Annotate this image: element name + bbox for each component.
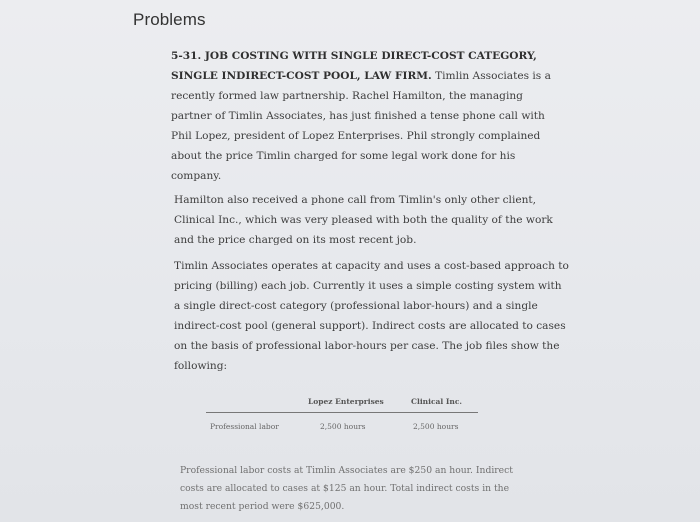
paragraph-line: on the basis of professional labor-hours per case. The job files show the [174,340,560,352]
paragraph-line: most recent period were $625,000. [180,501,345,512]
paragraph-line: Hamilton also received a phone call from Timlin's only other client, [174,194,537,206]
row-label: Professional labor [210,422,279,431]
intro-line: partner of Timlin Associates, has just finished a tense phone call with [171,110,545,122]
cell-clinical-hours: 2,500 hours [413,422,459,431]
second-paragraph [174,190,553,250]
paragraph-line: costs are allocated to cases at $125 an hour. Total indirect costs in the [180,483,510,494]
problem-title-line-2 [171,66,551,86]
paragraph-line: and the price charged on its most recent job. [174,234,417,246]
paragraph-line: Clinical Inc., which was very pleased with both the quality of the work [174,214,553,226]
paragraph-line: a single direct-cost category (professional labor-hours) and a single [174,300,538,312]
paragraph-line: pricing (billing) each job. Currently it uses a simple costing system with [174,280,562,292]
table-divider [206,412,478,413]
cell-lopez-hours: 2,500 hours [320,422,366,431]
problem-intro-paragraph [171,46,551,186]
problem-title-line-1: 5-31. JOB COSTING WITH SINGLE DIRECT-COST CATEGORY, [171,50,537,62]
paragraph-line: indirect-cost pool (general support). Indirect costs are allocated to cases [174,320,566,332]
intro-line: Phil Lopez, president of Lopez Enterprises. Phil strongly complained [171,130,541,142]
section-heading: Problems [133,10,206,29]
intro-line: company. [171,170,222,182]
paragraph-line: following: [174,360,228,372]
intro-line: about the price Timlin charged for some legal work done for his [171,150,516,162]
intro-text-start: Timlin Associates is a [431,70,551,82]
problem-title-line-2-bold: SINGLE INDIRECT-COST POOL, LAW FIRM. [171,70,432,82]
paragraph-line: Professional labor costs at Timlin Associates are $250 an hour. Indirect [180,465,513,476]
column-header-lopez: Lopez Enterprises [308,397,384,406]
job-files-table [180,395,480,445]
fourth-paragraph [180,462,513,516]
third-paragraph [174,256,569,376]
intro-line: recently formed law partnership. Rachel Hamilton, the managing [171,90,523,102]
paragraph-line: Timlin Associates operates at capacity and uses a cost-based approach to [174,260,569,272]
column-header-clinical: Clinical Inc. [411,397,462,406]
